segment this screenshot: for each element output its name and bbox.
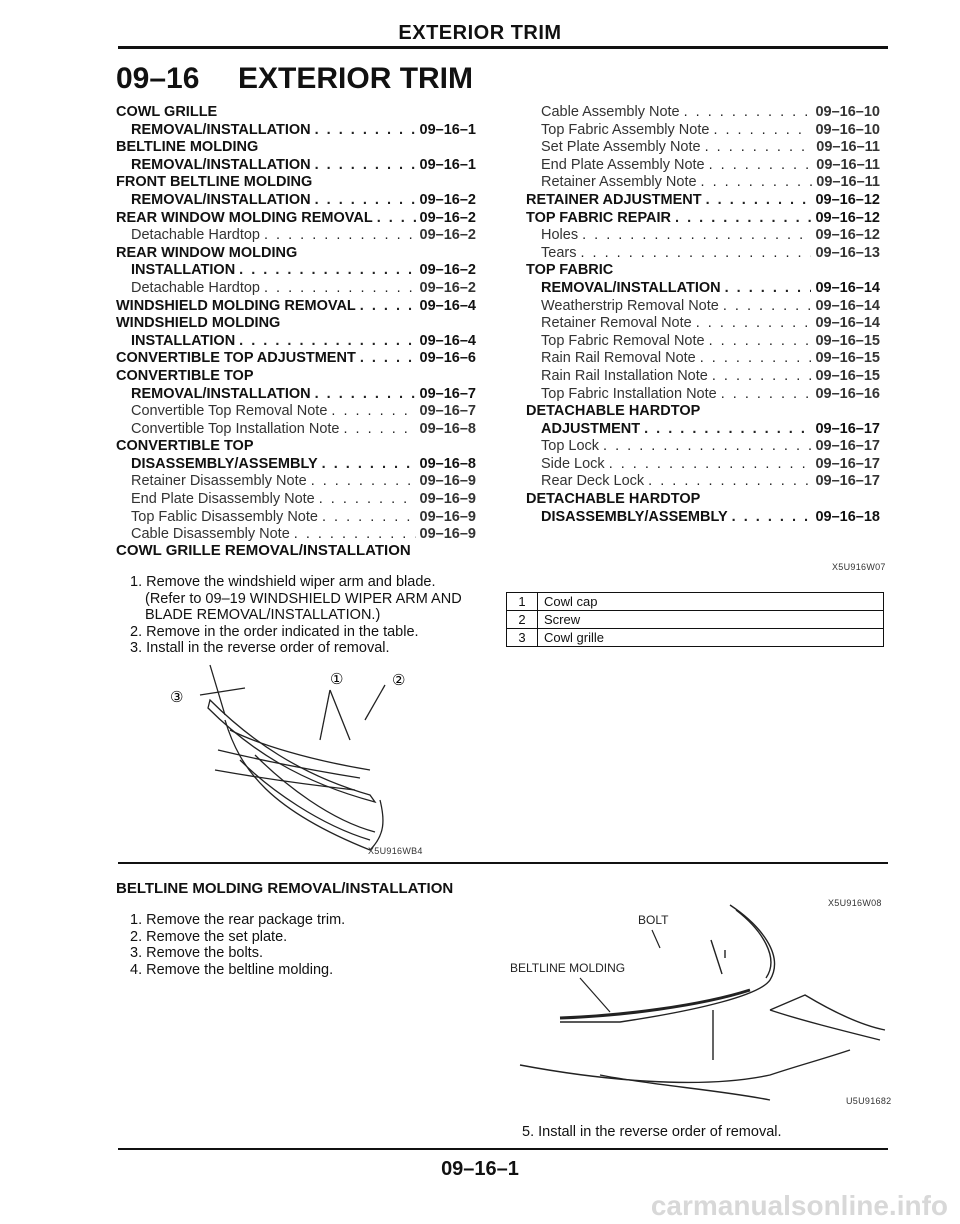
toc-entry-label: Rear Deck Lock xyxy=(541,473,645,490)
toc-entry-label: INSTALLATION xyxy=(131,262,236,279)
toc-entry xyxy=(526,333,880,351)
toc-entry-label: Retainer Assembly Note xyxy=(541,174,697,191)
toc-entry xyxy=(526,438,880,456)
toc-entry-page: 09–16–14 xyxy=(815,279,880,296)
section-title: EXTERIOR TRIM xyxy=(238,62,474,95)
toc-entry-label: Detachable Hardtop xyxy=(131,227,260,244)
parts-table xyxy=(506,592,884,647)
toc-entry-label: End Plate Disassembly Note xyxy=(131,491,315,508)
beltline-step-2: 2. Remove the set plate. xyxy=(130,928,288,945)
toc-leader-dots xyxy=(315,192,416,210)
toc-entry-label: REMOVAL/INSTALLATION xyxy=(131,385,311,402)
toc-entry-label: WINDSHIELD MOLDING REMOVAL xyxy=(116,297,356,314)
toc-entry-page: 09–16–14 xyxy=(815,297,880,314)
toc-entry-label: Cable Assembly Note xyxy=(541,104,680,120)
part-name: Cowl grille xyxy=(538,629,884,647)
toc-entry xyxy=(526,473,880,491)
toc-entry-page: 09–16–17 xyxy=(815,438,880,455)
part-number: 3 xyxy=(507,629,538,647)
part-name: Screw xyxy=(538,611,884,629)
beltline-steps xyxy=(130,912,345,978)
cowl-step-1-ref-cont: BLADE REMOVAL/INSTALLATION.) xyxy=(145,607,381,623)
toc-entry xyxy=(526,192,880,210)
toc-entry-page: 09–16–10 xyxy=(815,104,880,120)
toc-entry-label: Tears xyxy=(541,244,577,261)
toc-entry-label: REMOVAL/INSTALLATION xyxy=(131,191,311,208)
cowl-steps xyxy=(130,574,462,657)
toc-entry xyxy=(116,438,476,456)
toc-entry xyxy=(526,210,880,228)
toc-entry xyxy=(526,386,880,404)
toc-entry-label: Retainer Disassembly Note xyxy=(131,473,307,490)
toc-entry-label: Top Fablic Disassembly Note xyxy=(131,508,318,525)
toc-leader-dots xyxy=(580,245,811,263)
toc-leader-dots xyxy=(723,298,812,316)
toc-entry-page: 09–16–10 xyxy=(815,121,880,138)
toc-leader-dots xyxy=(644,421,811,439)
toc-entry xyxy=(116,315,476,333)
toc-entry-page: 09–16–11 xyxy=(816,139,880,156)
toc-leader-dots xyxy=(239,262,415,280)
callout-2: ② xyxy=(392,671,406,689)
toc-right-column xyxy=(526,104,880,526)
cowl-step-1-ref: (Refer to 09–19 WINDSHIELD WIPER ARM AND xyxy=(145,590,462,607)
toc-entry xyxy=(526,421,880,439)
toc-entry-page: 09–16–4 xyxy=(419,297,476,314)
toc-leader-dots xyxy=(315,386,416,404)
beltline-step-5: 5. Install in the reverse order of removal. xyxy=(522,1124,782,1140)
toc-entry-label: Top Lock xyxy=(541,438,600,455)
cowl-grille-shape xyxy=(225,720,383,850)
toc-leader-dots xyxy=(344,421,416,439)
toc-entry-label: DISASSEMBLY/ASSEMBLY xyxy=(541,508,728,525)
section-number: 09–16 xyxy=(116,62,200,95)
toc-entry xyxy=(116,227,476,245)
toc-entry-label: REMOVAL/INSTALLATION xyxy=(541,279,721,296)
callout-1: ① xyxy=(330,670,344,688)
toc-entry-label: REMOVAL/INSTALLATION xyxy=(131,156,311,173)
toc-entry-label: Top Fabric Removal Note xyxy=(541,332,705,349)
beltline-figure-code: U5U91682 xyxy=(846,1096,892,1106)
toc-entry xyxy=(526,509,880,527)
toc-leader-dots xyxy=(239,333,415,351)
cowl-step-2: 2. Remove in the order indicated in the table. xyxy=(130,623,419,640)
toc-entry xyxy=(116,473,476,491)
toc-entry-label: REAR WINDOW MOLDING REMOVAL xyxy=(116,209,373,226)
toc-entry xyxy=(526,403,880,421)
toc-leader-dots xyxy=(322,456,416,474)
toc-leader-dots xyxy=(311,473,416,491)
toc-entry xyxy=(116,104,476,122)
toc-leader-dots xyxy=(696,315,812,333)
toc-entry xyxy=(526,368,880,386)
beltline-section-title: BELTLINE MOLDING REMOVAL/INSTALLATION xyxy=(116,880,454,897)
toc-leader-dots xyxy=(648,473,811,491)
toc-entry-label: INSTALLATION xyxy=(131,332,236,349)
table-row xyxy=(507,629,884,647)
toc-entry-label: Side Lock xyxy=(541,455,605,472)
toc-entry xyxy=(116,386,476,404)
running-header: EXTERIOR TRIM xyxy=(398,22,562,44)
toc-leader-dots xyxy=(603,438,811,456)
toc-entry-label: Set Plate Assembly Note xyxy=(541,139,701,156)
toc-entry-page: 09–16–17 xyxy=(815,455,880,472)
toc-leader-dots xyxy=(709,157,813,175)
toc-entry xyxy=(526,456,880,474)
toc-entry xyxy=(116,421,476,439)
toc-entry-label: REAR WINDOW MOLDING xyxy=(116,244,298,261)
toc-entry-label: TOP FABRIC xyxy=(526,262,614,279)
toc-entry xyxy=(116,491,476,509)
toc-entry xyxy=(526,139,880,157)
table-row xyxy=(507,593,884,611)
toc-leader-dots xyxy=(706,192,812,210)
toc-entry-page: 09–16–2 xyxy=(419,262,476,279)
toc-entry-page: 09–16–1 xyxy=(419,121,476,138)
toc-entry-label: Rain Rail Removal Note xyxy=(541,350,696,367)
toc-entry-label: ADJUSTMENT xyxy=(541,420,641,437)
toc-entry-page: 09–16–2 xyxy=(419,209,476,226)
toc-entry xyxy=(116,368,476,386)
toc-leader-dots xyxy=(713,122,811,140)
toc-entry-page: 09–16–17 xyxy=(815,420,880,437)
toc-entry xyxy=(116,245,476,263)
toc-entry-label: Convertible Top Installation Note xyxy=(131,420,340,437)
callout-3: ③ xyxy=(170,688,184,706)
toc-entry-label: Detachable Hardtop xyxy=(131,279,260,296)
toc-entry-label: BELTLINE MOLDING xyxy=(116,139,259,156)
beltline-step-1: 1. Remove the rear package trim. xyxy=(130,912,346,928)
toc-entry-label: TOP FABRIC REPAIR xyxy=(526,209,672,226)
toc-entry xyxy=(526,157,880,175)
toc-entry xyxy=(116,174,476,192)
cowl-figure-code: X5U916WB4 xyxy=(368,846,423,856)
toc-entry-label: REMOVAL/INSTALLATION xyxy=(131,121,311,138)
toc-leader-dots xyxy=(322,509,416,527)
section-divider xyxy=(118,862,888,864)
beltline-step-4: 4. Remove the beltline molding. xyxy=(130,961,334,978)
toc-entry-page: 09–16–11 xyxy=(816,174,880,191)
toc-leader-dots xyxy=(609,456,812,474)
toc-entry xyxy=(526,350,880,368)
toc-entry-page: 09–16–13 xyxy=(815,244,880,261)
toc-entry xyxy=(116,157,476,175)
watermark: carmanualsonline.info xyxy=(650,1190,948,1221)
toc-entry-page: 09–16–16 xyxy=(815,385,880,402)
table-row xyxy=(507,611,884,629)
part-number: 2 xyxy=(507,611,538,629)
toc-entry xyxy=(116,262,476,280)
beltline-step-3: 3. Remove the bolts. xyxy=(130,945,263,961)
toc-entry xyxy=(116,333,476,351)
page-number: 09–16–1 xyxy=(441,1158,519,1180)
toc-entry xyxy=(526,315,880,333)
cowl-step-3: 3. Install in the reverse order of removal. xyxy=(130,640,390,656)
toc-leader-dots xyxy=(721,386,812,404)
page-title xyxy=(116,62,473,96)
toc-left-column xyxy=(116,104,476,544)
toc-entry xyxy=(116,403,476,421)
toc-leader-dots xyxy=(705,139,813,157)
part-name: Cowl cap xyxy=(538,593,884,611)
cowl-step-1: 1. Remove the windshield wiper arm and blade. xyxy=(130,574,436,590)
toc-entry-label: Rain Rail Installation Note xyxy=(541,367,708,384)
toc-entry-page: 09–16–6 xyxy=(419,350,476,367)
toc-leader-dots xyxy=(331,403,415,421)
footer-rule xyxy=(118,1148,888,1150)
toc-entry-page: 09–16–15 xyxy=(815,367,880,384)
toc-entry-page: 09–16–2 xyxy=(419,279,476,296)
toc-entry-label: Holes xyxy=(541,227,579,244)
toc-entry-page: 09–16–9 xyxy=(419,508,476,525)
toc-leader-dots xyxy=(582,227,811,245)
toc-entry-label: End Plate Assembly Note xyxy=(541,156,705,173)
toc-entry xyxy=(526,104,880,122)
toc-entry xyxy=(116,122,476,140)
toc-entry-page: 09–16–18 xyxy=(815,508,880,525)
toc-leader-dots xyxy=(675,210,811,228)
toc-entry-page: 09–16–15 xyxy=(815,332,880,349)
toc-entry-page: 09–16–7 xyxy=(419,385,476,402)
toc-entry-label: DETACHABLE HARDTOP xyxy=(526,403,701,420)
toc-leader-dots xyxy=(377,210,416,228)
toc-entry xyxy=(116,210,476,228)
bolt-label: BOLT xyxy=(638,913,669,927)
toc-entry-page: 09–16–9 xyxy=(419,526,476,543)
beltline-section-code: X5U916W08 xyxy=(828,898,882,908)
toc-leader-dots xyxy=(264,227,416,245)
toc-leader-dots xyxy=(725,280,812,298)
table-code: X5U916W07 xyxy=(832,562,886,572)
toc-entry xyxy=(116,192,476,210)
header-rule xyxy=(118,46,888,49)
toc-entry xyxy=(116,280,476,298)
toc-entry-label: FRONT BELTLINE MOLDING xyxy=(116,174,313,191)
toc-entry xyxy=(526,174,880,192)
toc-entry-page: 09–16–11 xyxy=(816,156,880,173)
toc-entry xyxy=(116,139,476,157)
toc-entry-page: 09–16–2 xyxy=(419,191,476,208)
toc-entry-page: 09–16–4 xyxy=(419,332,476,349)
toc-entry-label: Retainer Removal Note xyxy=(541,315,692,332)
toc-entry-label: CONVERTIBLE TOP xyxy=(116,438,254,455)
toc-entry-label: Top Fabric Installation Note xyxy=(541,385,717,402)
part-number: 1 xyxy=(507,593,538,611)
toc-entry xyxy=(116,298,476,316)
toc-entry-page: 09–16–8 xyxy=(419,455,476,472)
toc-entry xyxy=(526,122,880,140)
toc-entry-page: 09–16–14 xyxy=(815,315,880,332)
toc-entry-page: 09–16–8 xyxy=(419,420,476,437)
toc-leader-dots xyxy=(360,350,416,368)
toc-entry-label: Top Fabric Assembly Note xyxy=(541,121,710,138)
toc-leader-dots xyxy=(712,368,812,386)
toc-leader-dots xyxy=(701,174,813,192)
toc-leader-dots xyxy=(315,122,416,140)
toc-entry-page: 09–16–7 xyxy=(419,403,476,420)
toc-entry xyxy=(526,491,880,509)
toc-leader-dots xyxy=(700,350,812,368)
toc-leader-dots xyxy=(315,157,416,175)
toc-entry-page: 09–16–2 xyxy=(419,227,476,244)
toc-leader-dots xyxy=(319,491,416,509)
toc-entry-label: DISASSEMBLY/ASSEMBLY xyxy=(131,455,318,472)
toc-entry-page: 09–16–12 xyxy=(815,209,880,226)
toc-entry-label: DETACHABLE HARDTOP xyxy=(526,491,701,508)
toc-entry-label: COWL GRILLE xyxy=(116,104,218,120)
toc-entry-page: 09–16–12 xyxy=(815,227,880,244)
toc-entry xyxy=(526,280,880,298)
toc-entry xyxy=(116,456,476,474)
toc-entry-label: Convertible Top Removal Note xyxy=(131,403,328,420)
toc-entry xyxy=(526,227,880,245)
toc-entry-label: Weatherstrip Removal Note xyxy=(541,297,719,314)
toc-entry xyxy=(526,245,880,263)
toc-entry-page: 09–16–12 xyxy=(815,191,880,208)
toc-entry-label: WINDSHIELD MOLDING xyxy=(116,315,281,332)
toc-leader-dots xyxy=(264,280,416,298)
toc-entry-label: RETAINER ADJUSTMENT xyxy=(526,191,702,208)
toc-entry-label: CONVERTIBLE TOP xyxy=(116,367,254,384)
toc-entry-page: 09–16–17 xyxy=(815,473,880,490)
toc-entry-label: CONVERTIBLE TOP ADJUSTMENT xyxy=(116,350,356,367)
beltline-molding-label: BELTLINE MOLDING xyxy=(510,961,626,975)
toc-entry xyxy=(526,262,880,280)
toc-entry-page: 09–16–1 xyxy=(419,156,476,173)
toc-entry xyxy=(116,509,476,527)
toc-entry xyxy=(116,350,476,368)
toc-entry-page: 09–16–15 xyxy=(815,350,880,367)
toc-entry-page: 09–16–9 xyxy=(419,473,476,490)
toc-entry xyxy=(526,298,880,316)
toc-leader-dots xyxy=(709,333,812,351)
cowl-section-title: COWL GRILLE REMOVAL/INSTALLATION xyxy=(116,542,411,559)
toc-leader-dots xyxy=(732,509,812,527)
beltline-molding-illustration xyxy=(500,900,890,1110)
cowl-grille-illustration xyxy=(170,660,430,860)
toc-entry-page: 09–16–9 xyxy=(419,491,476,508)
toc-leader-dots xyxy=(360,298,416,316)
toc-leader-dots xyxy=(684,104,812,122)
toc-entry-label: Cable Disassembly Note xyxy=(131,526,290,543)
